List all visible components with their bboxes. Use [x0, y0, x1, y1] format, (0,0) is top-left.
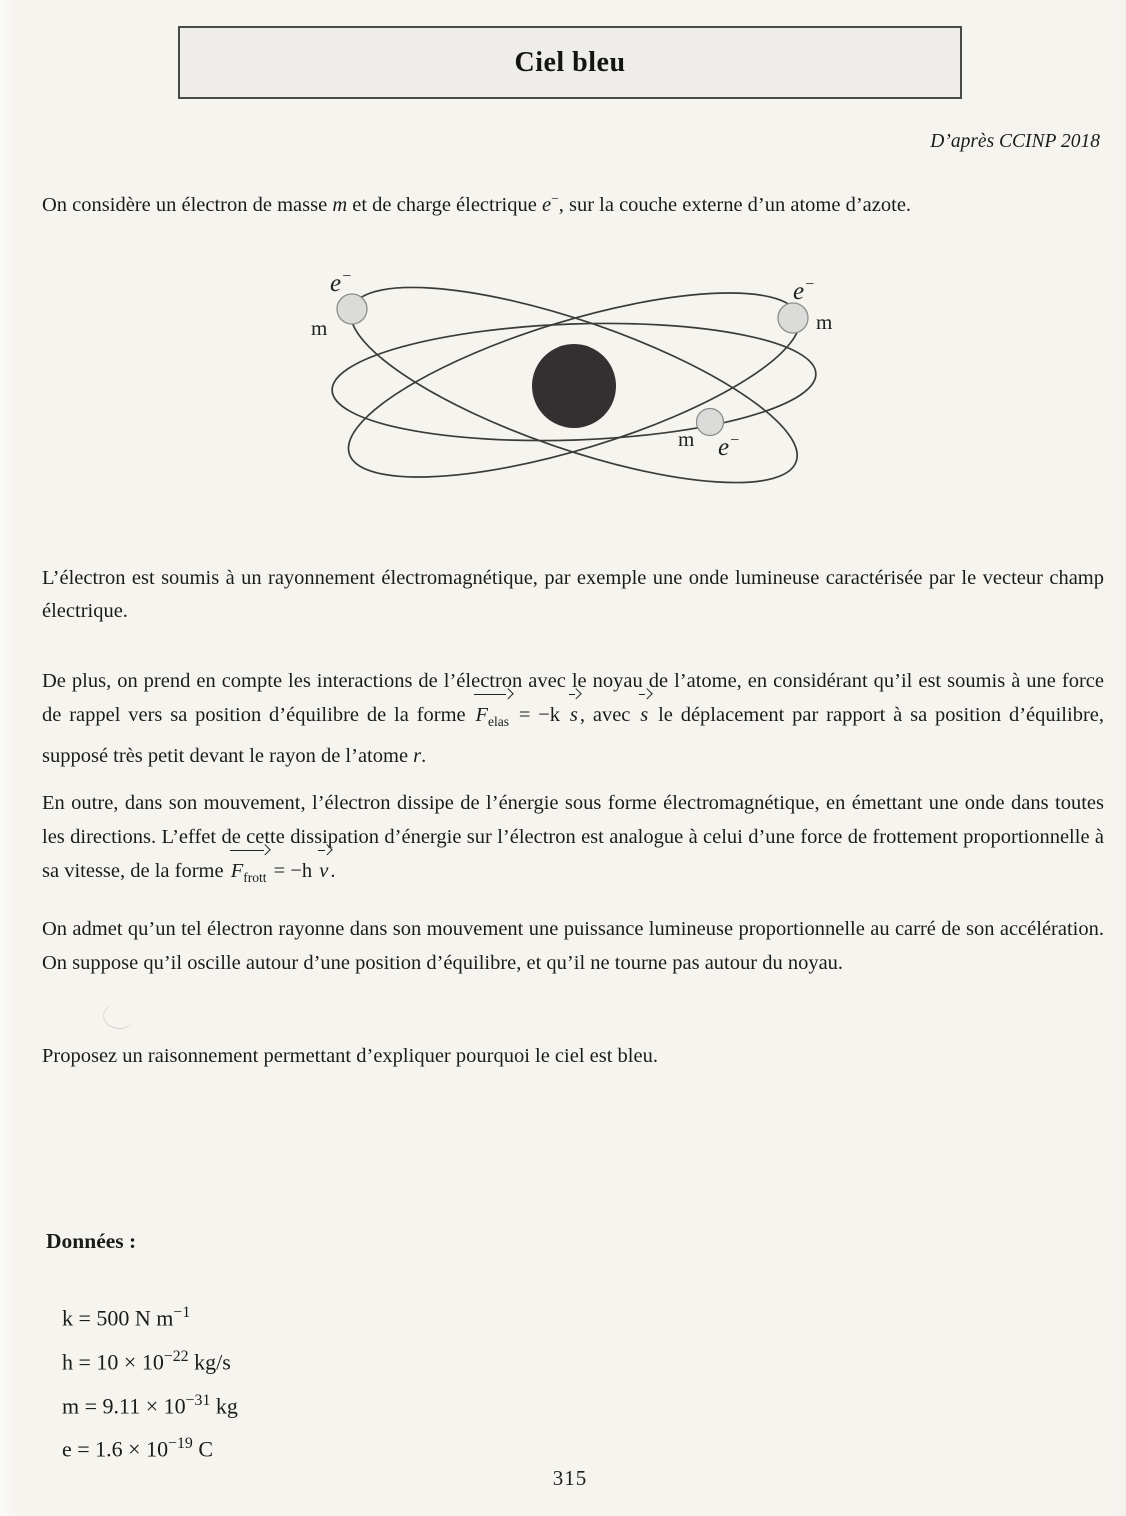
intro-paragraph — [42, 183, 1104, 221]
charge-symbol: e — [541, 193, 552, 216]
electron-icon — [778, 303, 808, 333]
charge-exponent: − — [551, 191, 559, 206]
body-text: = −h — [268, 860, 318, 882]
atom-diagram — [292, 258, 882, 498]
nucleus-icon — [532, 344, 616, 428]
intro-text: , sur la couche externe d’un atome d’azote. — [558, 193, 912, 216]
mass-symbol: m — [332, 193, 348, 216]
data-section-heading: Données : — [46, 1229, 137, 1253]
mass-label: m — [816, 310, 833, 334]
data-line-e: $e = 1.6 \times 10^{-19}$ C — [62, 1435, 214, 1462]
body-text: , avec — [579, 704, 639, 726]
electron-icon — [697, 409, 724, 436]
data-line-k: k = 500 N $m^{-1}$ — [62, 1304, 191, 1331]
mass-label: m — [311, 316, 328, 340]
electron-label: e− — [330, 268, 352, 297]
question-statement: Proposez un raisonnement permettant d’expliquer pourquoi le ciel est bleu. — [42, 1045, 658, 1067]
electron-icon — [337, 294, 367, 324]
intro-text: On considère un électron de masse — [42, 193, 333, 216]
body-text: = −k — [511, 704, 568, 726]
mass-label: m — [678, 427, 695, 451]
paragraph-em-radiation: L’électron est soumis à un rayonnement électromagnétique, par exemple une onde lumineuse caractérisée par le vecteur champ électrique. — [42, 567, 1104, 622]
vector-v: v — [317, 854, 330, 888]
paragraph-radiated-power: On admet qu’un tel électron rayonne dans son mouvement une puissance lumineuse proportionnelle au carré de son accélération. On suppose qu’il oscille autour d’une position d’équilibre, et qu’il ne tourne pas autour du noyau. — [42, 918, 1104, 974]
body-text: De plus, on prend en compte les interactions de l’électron avec le noyau de l’atome, en considérant qu’il est soumis à une force de rappel vers sa position d’équilibre de la forme — [42, 670, 1104, 726]
paragraph-friction-force — [42, 786, 1104, 895]
source-attribution: D’après CCINP 2018 — [930, 131, 1100, 152]
vector-s: s — [638, 698, 650, 732]
electron-label: e− — [718, 432, 740, 461]
electron-label: e− — [793, 276, 815, 305]
data-section — [62, 1294, 238, 1469]
vector-s: s — [568, 698, 580, 732]
pen-mark — [101, 1002, 135, 1031]
paragraph-restoring-force — [42, 664, 1104, 773]
vector-F-elas: $F_{elas}$ — [473, 698, 511, 739]
page-number: 315 — [552, 1466, 588, 1490]
data-line-h: $h = 10 \times 10^{-22}$ kg/s — [62, 1347, 231, 1375]
intro-text: et de charge électrique — [347, 193, 542, 216]
body-text: En outre, dans son mouvement, l’électron dissipe de l’énergie sous forme électromagnétique, en émettant une onde dans toutes les directions. L’effet de cette dissipation d’énergie sur l’électron est analogue à celui d’une force de frottement proportionnelle à sa vitesse, de la forme — [42, 792, 1104, 882]
body-text: le déplacement par rapport à sa position d’équilibre, supposé très petit devant le rayon de l’atome — [42, 704, 1105, 768]
data-line-m: $m = 9.11 \times 10^{-31}$ kg — [62, 1391, 238, 1418]
body-text: . — [330, 860, 336, 882]
body-text: . — [421, 745, 427, 768]
exercise-title-box — [178, 26, 962, 99]
radius-symbol: r — [413, 745, 422, 768]
vector-F-frott: $F_{frott}$ — [229, 854, 269, 895]
exercise-title: Ciel bleu — [514, 46, 626, 78]
